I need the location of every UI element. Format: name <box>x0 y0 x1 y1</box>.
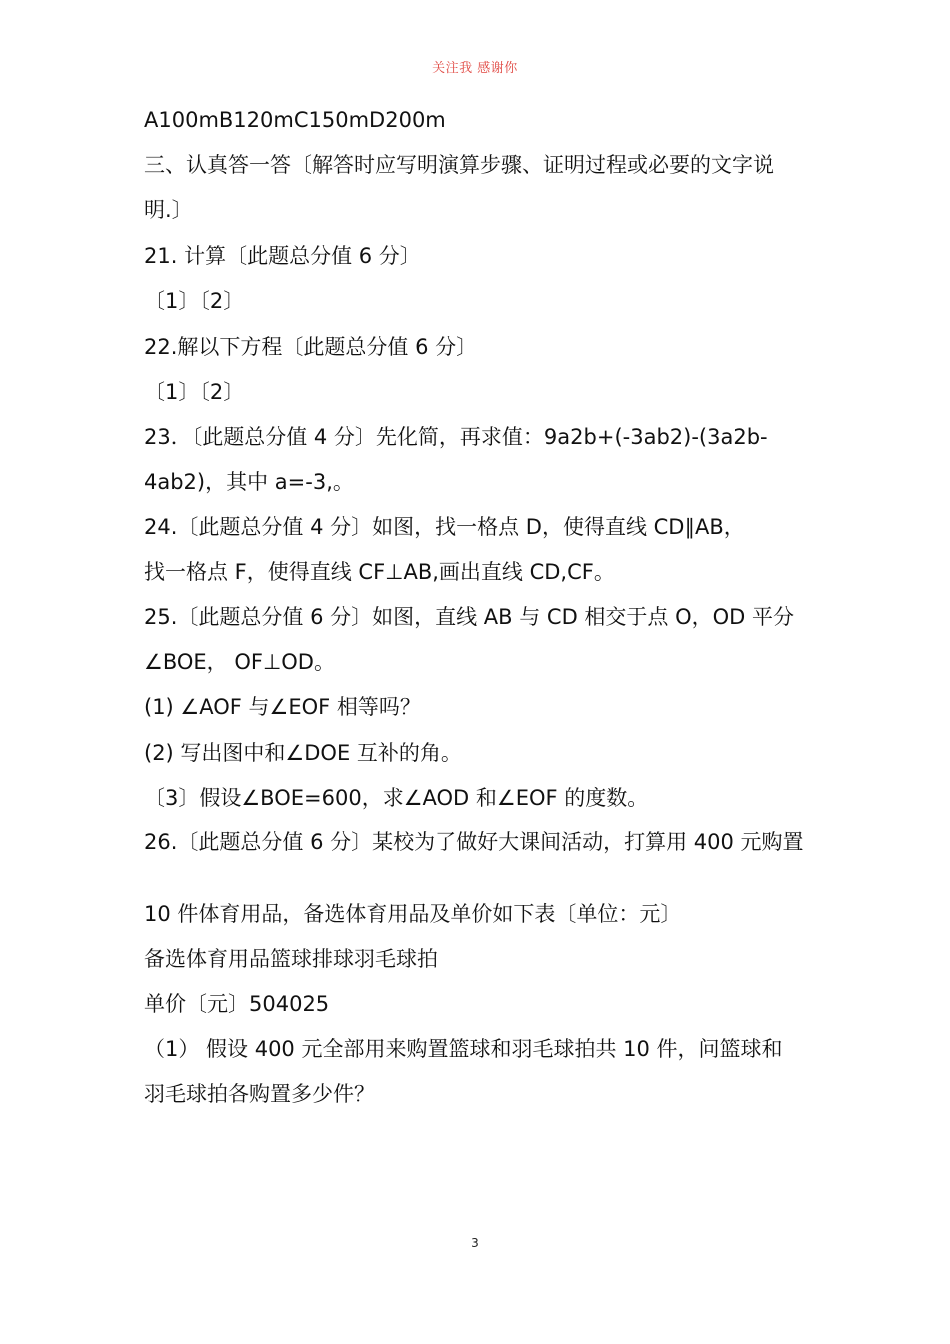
page-number: 3 <box>471 1236 479 1250</box>
question-26-cont: 10 件体育用品，备选体育用品及单价如下表〔单位：元〕 <box>144 902 682 926</box>
question-26-part-1-cont: 羽毛球拍各购置多少件？ <box>144 1082 375 1106</box>
question-24: 24.〔此题总分值 4 分〕如图，找一格点 D，使得直线 CD∥AB， <box>144 515 745 539</box>
question-26-part-1: （1） 假设 400 元全部用来购置篮球和羽毛球拍共 10 件，问篮球和 <box>144 1037 783 1061</box>
question-22-parts: 〔1〕〔2〕 <box>144 380 245 404</box>
question-21: 21. 计算〔此题总分值 6 分〕 <box>144 244 421 268</box>
question-25-part-3: 〔3〕假设∠BOE=600，求∠AOD 和∠EOF 的度数。 <box>144 786 649 810</box>
section-three-heading-cont: 明.〕 <box>144 198 193 222</box>
question-25: 25.〔此题总分值 6 分〕如图，直线 AB 与 CD 相交于点 O，OD 平分 <box>144 605 794 629</box>
question-22: 22.解以下方程〔此题总分值 6 分〕 <box>144 335 478 359</box>
answer-options-line: A100mB120mC150mD200m <box>144 108 446 132</box>
equipment-table-header: 备选体育用品篮球排球羽毛球拍 <box>144 947 438 971</box>
section-three-heading: 三、认真答一答〔解答时应写明演算步骤、证明过程或必要的文字说 <box>144 153 774 177</box>
equipment-table-prices: 单价〔元〕504025 <box>144 992 330 1016</box>
question-25-part-1: (1) ∠AOF 与∠EOF 相等吗？ <box>144 695 421 719</box>
question-21-parts: 〔1〕〔2〕 <box>144 289 245 313</box>
question-25-cont: ∠BOE， OF⊥OD。 <box>144 650 335 674</box>
question-23: 23．〔此题总分值 4 分〕先化简，再求值：9a2b+(-3ab2)-(3a2b- <box>144 425 768 449</box>
question-23-cont: 4ab2)，其中 a=-3,。 <box>144 470 354 494</box>
question-25-part-2: (2) 写出图中和∠DOE 互补的角。 <box>144 741 462 765</box>
question-24-cont: 找一格点 F，使得直线 CF⊥AB,画出直线 CD,CF。 <box>144 560 615 584</box>
header-note: 关注我 感谢你 <box>432 61 518 76</box>
question-26: 26.〔此题总分值 6 分〕某校为了做好大课间活动，打算用 400 元购置 <box>144 830 804 854</box>
